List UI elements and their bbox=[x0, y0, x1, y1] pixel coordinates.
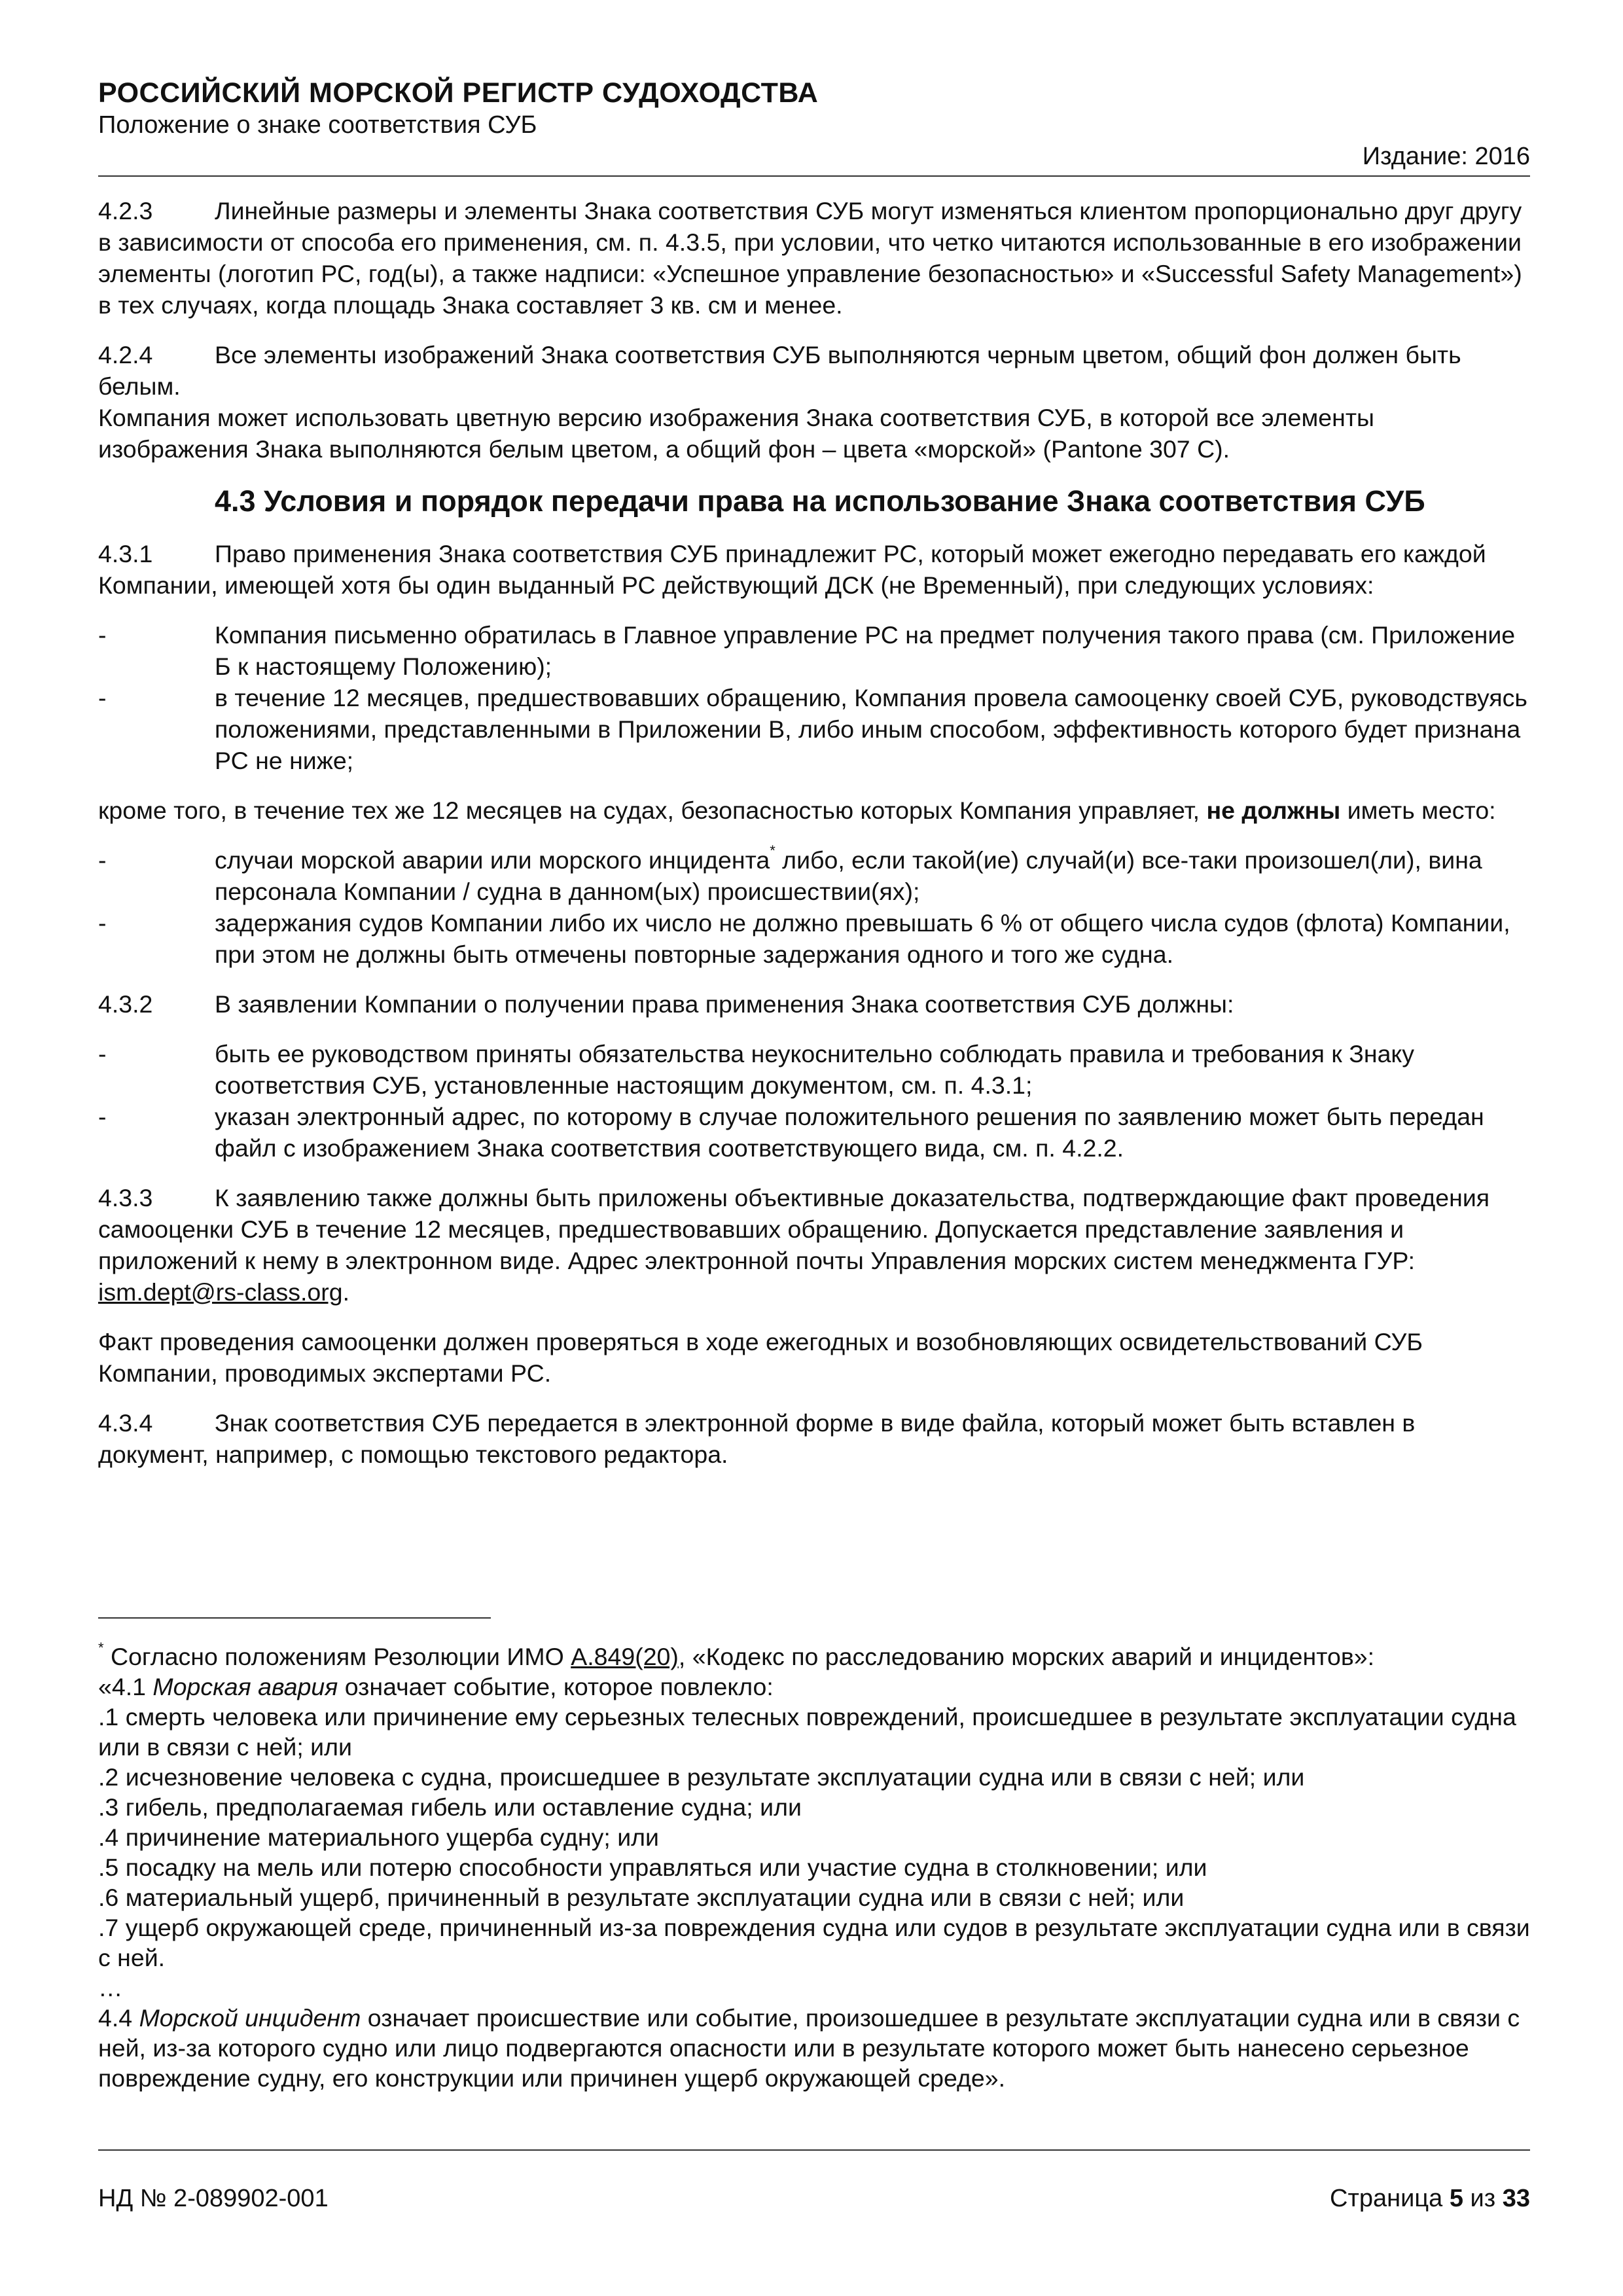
email-link[interactable]: ism.dept@rs-class.org bbox=[98, 1278, 343, 1306]
clause-text: К заявлению также должны быть приложены объективные доказательства, подтверждающие факт проведения самооценки СУБ в течение 12 месяцев, предшествовавших обращению. Допускается представление заявления и приложений к нему в электронном виде. Адрес электронной почты Управления морских систем менеджмента ГУР: bbox=[98, 1184, 1490, 1274]
edition-label: Издание: 2016 bbox=[1362, 143, 1530, 170]
clause-number: 4.3.3 bbox=[98, 1184, 153, 1211]
footnote-item: .6 материальный ущерб, причиненный в результате эксплуатации судна или в связи с ней; или bbox=[98, 1884, 1185, 1911]
clause-4-2-4-continued: Компания может использовать цветную версию изображения Знака соответствия СУБ, в которой все элементы изображения Знака выполняются белым цветом, а общий фон – цвета «морской» (Pantone 307 С). bbox=[98, 404, 1374, 463]
list-item-text: Компания письменно обратилась в Главное управление РС на предмет получения такого права (см. Приложение Б к настоящему Положению); bbox=[215, 621, 1516, 680]
defined-term: Морская авария bbox=[152, 1673, 338, 1700]
footnote-item: .5 посадку на мель или потерю способности управляться или участие судна в столкновении; или bbox=[98, 1854, 1207, 1881]
document-number: НД № 2-089902-001 bbox=[98, 2185, 329, 2212]
additional-conditions-paragraph: кроме того, в течение тех же 12 месяцев на судах, безопасностью которых Компания управляет, не должны иметь место: bbox=[98, 797, 1496, 824]
footer-divider bbox=[98, 2149, 1530, 2151]
header-divider bbox=[98, 175, 1530, 177]
application-requirements-list bbox=[98, 1038, 1530, 1164]
definition-4-1: «4.1 Морская авария означает событие, которое повлекло: bbox=[98, 1673, 774, 1700]
list-item-text: в течение 12 месяцев, предшествовавших обращению, Компания провела самооценку своей СУБ, руководствуясь положениями, представленными в Приложении В, либо иным способом, эффективность которого будет признана РС не ниже; bbox=[215, 684, 1527, 774]
footnote-item: .3 гибель, предполагаемая гибель или оставление судна; или bbox=[98, 1793, 802, 1821]
exclusions-list bbox=[98, 844, 1530, 970]
document-body bbox=[98, 195, 1530, 1488]
clause-4-3-3-continued: Факт проведения самооценки должен проверяться в ходе ежегодных и возобновляющих освидетельствований СУБ Компании, проводимых экспертами РС. bbox=[98, 1328, 1423, 1387]
clause-number: 4.2.3 bbox=[98, 197, 153, 224]
footnote-item: .1 смерть человека или причинение ему серьезных телесных повреждений, происшедшее в результате эксплуатации судна или в связи с ней; или bbox=[98, 1703, 1516, 1761]
clause-text: Линейные размеры и элементы Знака соответствия СУБ могут изменяться клиентом пропорционально друг другу в зависимости от способа его применения, см. п. 4.3.5, при условии, что четко читаются использованные в его изображении элементы (логотип РС, год(ы), а также надписи: «Успешное управление безопасностью» и «Successful Safety Management») в тех случаях, когда площадь Знака составляет 3 кв. см и менее. bbox=[98, 197, 1522, 319]
resolution-link[interactable]: A.849(20) bbox=[571, 1643, 679, 1670]
clause-4-2-4 bbox=[98, 339, 1530, 402]
list-item-text: указан электронный адрес, по которому в случае положительного решения по заявлению может быть передан файл с изображением Знака соответствия соответствующего вида, см. п. 4.2.2. bbox=[215, 1103, 1484, 1162]
footnote bbox=[98, 1641, 1530, 2093]
clause-text: Знак соответствия СУБ передается в электронной форме в виде файла, который может быть вставлен в документ, например, с помощью текстового редактора. bbox=[98, 1409, 1416, 1468]
list-item: - задержания судов Компании либо их число не должно превышать 6 % от общего числа судов (флота) Компании, при этом не должны быть отмечены повторные задержания одного и того же судна. bbox=[98, 909, 1510, 968]
clause-text: Все элементы изображений Знака соответствия СУБ выполняются черным цветом, общий фон должен быть белым. bbox=[98, 341, 1461, 400]
clause-4-3-3: 4.3.3 К заявлению также должны быть приложены объективные доказательства, подтверждающие факт проведения самооценки СУБ в течение 12 месяцев, предшествовавших обращению. Допускается представление заявления и приложений к нему в электронном виде. Адрес электронной почты Управления морских систем менеджмента ГУР: ism.dept@rs-class.org. bbox=[98, 1182, 1530, 1308]
defined-term: Морской инцидент bbox=[139, 2004, 361, 2032]
clause-4-3-4 bbox=[98, 1407, 1530, 1470]
list-item-text: задержания судов Компании либо их число не должно превышать 6 % от общего числа судов (флота) Компании, при этом не должны быть отмечены повторные задержания одного и того же судна. bbox=[215, 909, 1510, 968]
footnote-item: .2 исчезновение человека с судна, происшедшее в результате эксплуатации судна или в связи с ней; или bbox=[98, 1763, 1305, 1791]
clause-number: 4.3.4 bbox=[98, 1409, 153, 1437]
footnote-intro: * Согласно положениям Резолюции ИМО A.849(20), «Кодекс по расследованию морских аварий и инцидентов»: bbox=[98, 1640, 1375, 1670]
list-item: - быть ее руководством приняты обязательства неукоснительно соблюдать правила и требования к Знаку соответствия СУБ, установленные настоящим документом, см. п. 4.3.1; bbox=[98, 1040, 1415, 1099]
clause-4-3-2 bbox=[98, 988, 1530, 1020]
footnote-item: .4 причинение материального ущерба судну; или bbox=[98, 1823, 659, 1851]
conditions-list bbox=[98, 619, 1530, 776]
section-heading-4-3: 4.3 Условия и порядок передачи права на использование Знака соответствия СУБ bbox=[215, 484, 1425, 518]
list-item-text: быть ее руководством приняты обязательства неукоснительно соблюдать правила и требования к Знаку соответствия СУБ, установленные настоящим документом, см. п. 4.3.1; bbox=[215, 1040, 1415, 1099]
emphasis-text: не должны bbox=[1206, 797, 1341, 824]
current-page: 5 bbox=[1449, 2185, 1463, 2212]
clause-number: 4.3.2 bbox=[98, 990, 153, 1018]
clause-number: 4.2.4 bbox=[98, 341, 153, 368]
clause-number: 4.3.1 bbox=[98, 540, 153, 567]
footnote-reference[interactable]: * bbox=[770, 842, 776, 859]
total-pages: 33 bbox=[1502, 2185, 1530, 2212]
footnote-item: .7 ущерб окружающей среде, причиненный из-за повреждения судна или судов в результате эксплуатации судна или в связи с ней. bbox=[98, 1914, 1530, 1971]
list-item: - указан электронный адрес, по которому в случае положительного решения по заявлению может быть передан файл с изображением Знака соответствия соответствующего вида, см. п. 4.2.2. bbox=[98, 1103, 1484, 1162]
clause-text: В заявлении Компании о получении права применения Знака соответствия СУБ должны: bbox=[215, 990, 1234, 1018]
list-item: - в течение 12 месяцев, предшествовавших обращению, Компания провела самооценку своей СУБ, руководствуясь положениями, представленными в Приложении В, либо иным способом, эффективность которого будет признана РС не ниже; bbox=[98, 684, 1527, 774]
organization-name: РОССИЙСКИЙ МОРСКОЙ РЕГИСТР СУДОХОДСТВА bbox=[98, 77, 819, 109]
document-title: Положение о знаке соответствия СУБ bbox=[98, 111, 537, 139]
clause-text: Право применения Знака соответствия СУБ принадлежит РС, который может ежегодно передавать его каждой Компании, имеющей хотя бы один выданный РС действующий ДСК (не Временный), при следующих условиях: bbox=[98, 540, 1486, 599]
page-indicator: Страница 5 из 33 bbox=[1330, 2185, 1530, 2212]
list-item: - случаи морской аварии или морского инцидента* либо, если такой(ие) случай(и) все-таки произошел(ли), вина персонала Компании / судна в данном(ых) происшествии(ях); bbox=[98, 842, 1482, 905]
ellipsis: … bbox=[98, 1974, 123, 2001]
list-item: - Компания письменно обратилась в Главное управление РС на предмет получения такого права (см. Приложение Б к настоящему Положению); bbox=[98, 621, 1516, 680]
clause-4-2-3 bbox=[98, 195, 1530, 321]
footnote-divider bbox=[98, 1617, 491, 1619]
clause-4-3-1 bbox=[98, 538, 1530, 601]
footnote-marker: * bbox=[98, 1640, 104, 1656]
definition-4-4: 4.4 Морской инцидент означает происшествие или событие, произошедшее в результате эксплуатации судна или в связи с ней, из-за которого судно или лицо подвергаются опасности или в результате которого может быть нанесено серьезное повреждение судну, его конструкции или причинен ущерб окружающей среде». bbox=[98, 2004, 1520, 2092]
